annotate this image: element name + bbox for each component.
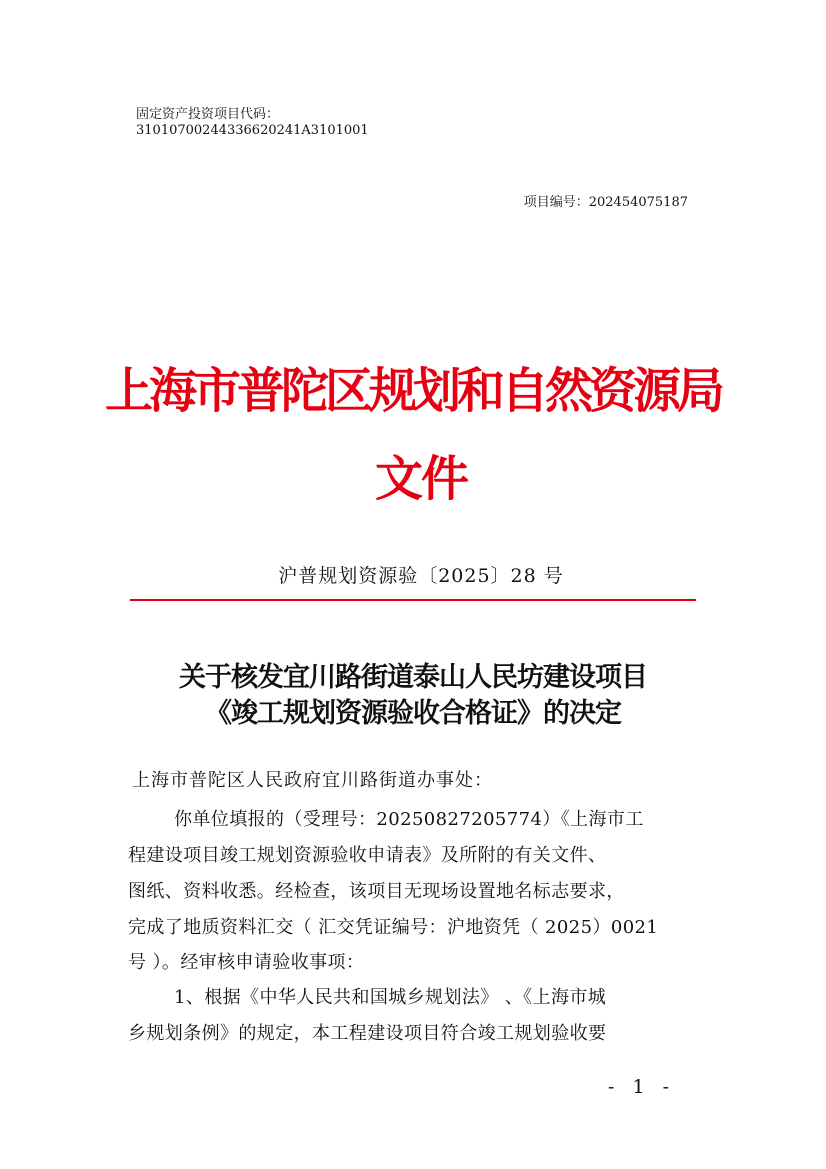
fixed-asset-code-label: 固定资产投资项目代码： <box>136 107 280 122</box>
body-line: 图纸、资料收悉。经检查，该项目无现场设置地名标志要求， <box>128 881 625 902</box>
fixed-asset-code-value: 31010700244336620241A3101001 <box>136 123 369 138</box>
document-title-line-1: 关于核发宜川路街道泰山人民坊建设项目 <box>179 662 647 693</box>
project-number: 项目编号：202454075187 <box>523 195 688 210</box>
body-line: 你单位填报的（受理号：20250827205774）《上海市工 <box>174 809 644 830</box>
document-type-heading: 文件 <box>374 451 467 507</box>
document-number: 沪普规划资源验〔2025〕28 号 <box>278 565 564 587</box>
body-line: 1、根据《中华人民共和国城乡规划法》 、《上海市城 <box>174 987 607 1008</box>
document-title-line-2: 《竣工规划资源验收合格证》的决定 <box>205 698 621 729</box>
red-header-divider <box>130 599 696 601</box>
body-line: 号 ）。经审核申请验收事项： <box>128 952 365 973</box>
body-line: 程建设项目竣工规划资源验收申请表》及所附的有关文件、 <box>128 845 607 866</box>
issuing-organization: 上海市普陀区规划和自然资源局 <box>104 363 721 419</box>
body-line: 完成了地质资料汇交（ 汇交凭证编号：沪地资凭（ 2025）0021 <box>128 917 659 938</box>
page-number: - 1 - <box>608 1076 676 1098</box>
addressee: 上海市普陀区人民政府宜川路街道办事处： <box>132 770 493 791</box>
body-line: 乡规划条例》的规定，本工程建设项目符合竣工规划验收要 <box>128 1023 607 1044</box>
